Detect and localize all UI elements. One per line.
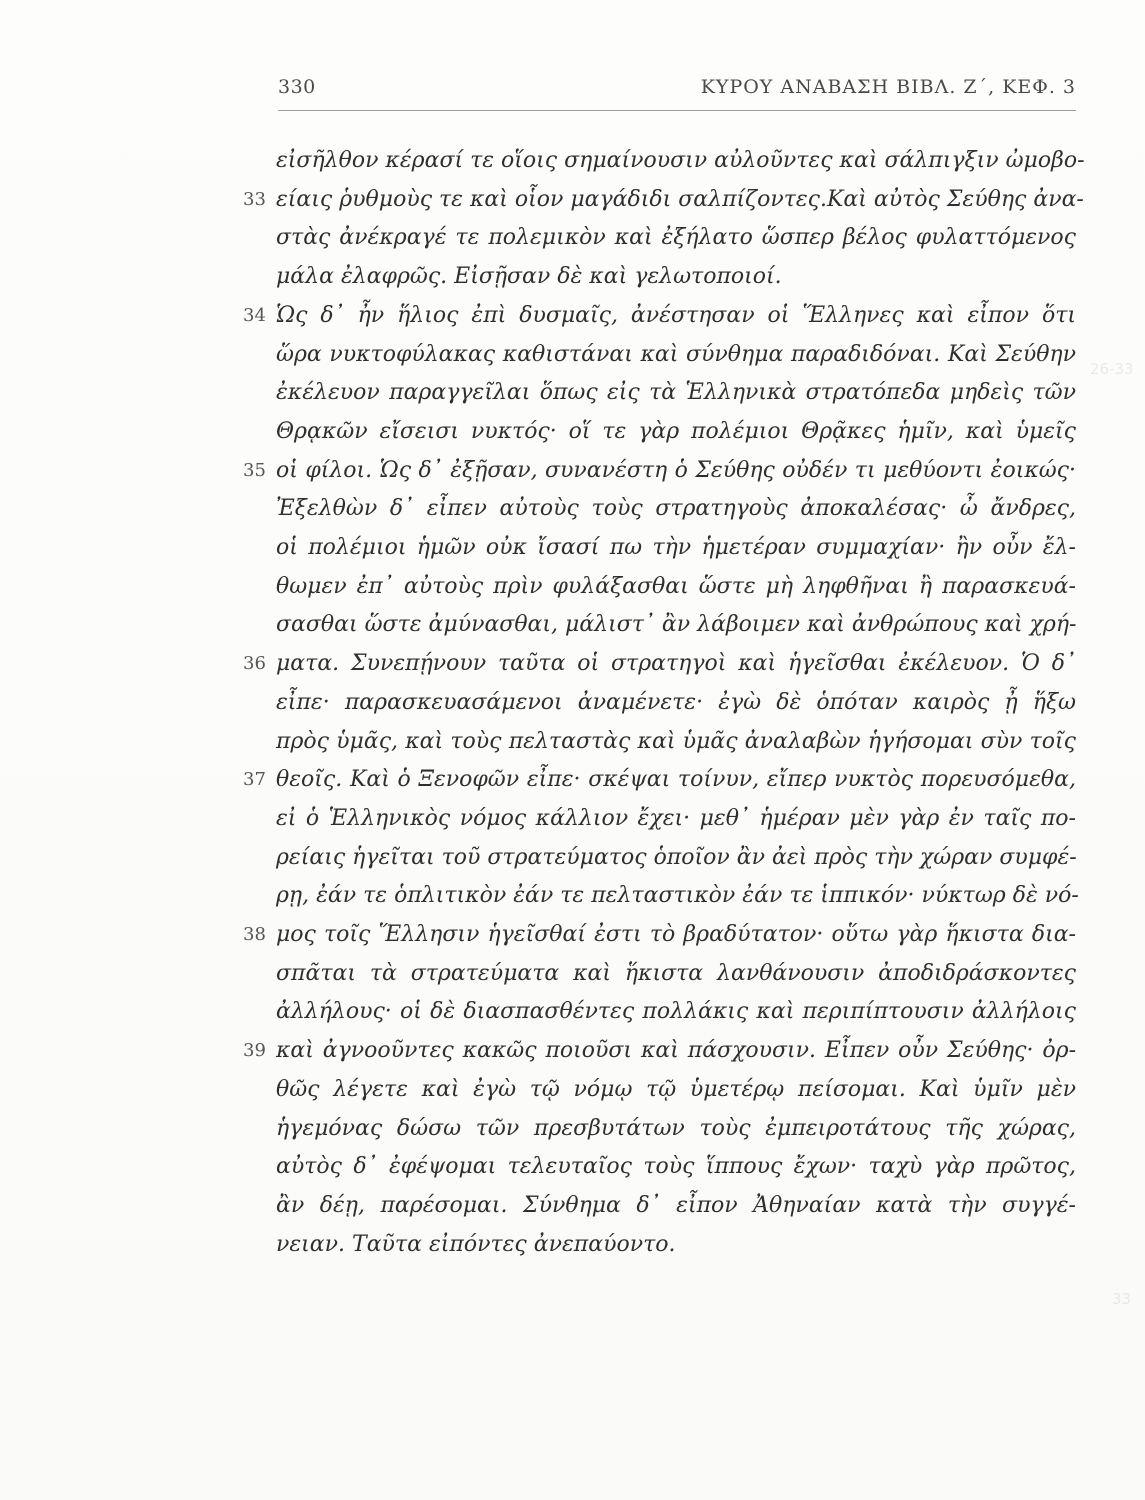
- text-line: αὐτὸς δ᾽ ἐφέψομαι τελευταῖος τοὺς ἵππους ἔχων· ταχὺ γὰρ πρῶτος,: [276, 1154, 1076, 1179]
- section-number: [243, 373, 273, 413]
- show-through-bleed: 26-33: [1090, 360, 1134, 378]
- text-line: εἰ ὁ Ἑλληνικὸς νόμος κάλλιον ἔχει· μεθ᾽ ἡμέραν μὲν γὰρ ἐν ταῖς πο-: [276, 806, 1076, 831]
- text-line: Θρᾳκῶν εἴσεισι νυκτός· οἵ τε γὰρ πολέμιοι Θρᾷκες ἡμῖν, καὶ ὑμεῖς: [276, 419, 1076, 444]
- section-number: [243, 1070, 273, 1110]
- section-number: 39: [243, 1040, 266, 1061]
- text-line: ματα. Συνεπῄνουν ταῦτα οἱ στρατηγοὶ καὶ ἡγεῖσθαι ἐκέλευον. Ὁ δ᾽: [276, 651, 1076, 676]
- text-line: σπᾶται τὰ στρατεύματα καὶ ἥκιστα λανθάνουσιν ἀποδιδράσκοντες: [276, 961, 1076, 986]
- section-number: 34: [243, 305, 266, 326]
- text-line: καὶ ἀγνοοῦντες κακῶς ποιοῦσι καὶ πάσχουσιν. Εἶπεν οὖν Σεύθης· ὀρ-: [276, 1038, 1076, 1063]
- section-number: [243, 141, 273, 181]
- text-line: ἂν δέῃ, παρέσομαι. Σύνθημα δ᾽ εἶπον Ἀθηναίαν κατὰ τὴν συγγέ-: [276, 1193, 1076, 1218]
- section-number: [243, 528, 273, 568]
- section-number: [243, 1225, 273, 1265]
- section-number: [243, 412, 273, 452]
- text-line: Ὡς δ᾽ ἦν ἥλιος ἐπὶ δυσμαῖς, ἀνέστησαν οἱ Ἕλληνες καὶ εἶπον ὅτι: [276, 303, 1076, 328]
- section-number: [243, 1147, 273, 1187]
- text-line: οἱ φίλοι. Ὡς δ᾽ ἐξῇσαν, συνανέστη ὁ Σεύθης οὐδέν τι μεθύοντι ἐοικώς·: [276, 458, 1076, 483]
- text-line: μάλα ἐλαφρῶς. Εἰσῇσαν δὲ καὶ γελωτοποιοί.: [276, 264, 782, 289]
- text-line: ρείαις ἡγεῖται τοῦ στρατεύματος ὁποῖον ἂν ἀεὶ πρὸς τὴν χώραν συμφέ-: [276, 845, 1077, 870]
- section-number: [243, 335, 273, 375]
- text-line: θῶς λέγετε καὶ ἐγὼ τῷ νόμῳ τῷ ὑμετέρῳ πείσομαι. Καὶ ὑμῖν μὲν: [276, 1077, 1076, 1102]
- text-line: Ἐξελθὼν δ᾽ εἶπεν αὐτοὺς τοὺς στρατηγοὺς ἀποκαλέσας· ὦ ἄνδρες,: [276, 496, 1076, 521]
- section-number: [243, 218, 273, 258]
- text-line: ἐκέλευον παραγγεῖλαι ὅπως εἰς τὰ Ἑλληνικὰ στρατόπεδα μηδεὶς τῶν: [276, 380, 1076, 405]
- section-number: [243, 954, 273, 994]
- section-number: 33: [243, 189, 266, 210]
- section-number: [243, 722, 273, 762]
- text-line: εἶπε· παρασκευασάμενοι ἀναμένετε· ἐγὼ δὲ ὁπόταν καιρὸς ᾖ ἥξω: [276, 690, 1076, 715]
- section-number: [243, 489, 273, 529]
- text-line: ἡγεμόνας δώσω τῶν πρεσβυτάτων τοὺς ἐμπειροτάτους τῆς χώρας,: [276, 1116, 1076, 1141]
- text-line: είαις ῥυθμοὺς τε καὶ οἷον μαγάδιδι σαλπίζοντες.Καὶ αὐτὸς Σεύθης ἀνα-: [276, 187, 1084, 212]
- section-number: [243, 605, 273, 645]
- text-line: στὰς ἀνέκραγέ τε πολεμικὸν καὶ ἐξήλατο ὥσπερ βέλος φυλαττόμενος: [276, 225, 1076, 250]
- section-number: [243, 567, 273, 607]
- section-number: [243, 683, 273, 723]
- section-number: 38: [243, 924, 266, 945]
- text-line: θωμεν ἐπ᾽ αὐτοὺς πρὶν φυλάξασθαι ὥστε μὴ ληφθῆναι ἢ παρασκευά-: [276, 574, 1076, 599]
- section-number: [243, 1109, 273, 1149]
- text-line: νειαν. Ταῦτα εἰπόντες ἀνεπαύοντο.: [276, 1232, 676, 1257]
- section-number: [243, 838, 273, 878]
- section-number: [243, 876, 273, 916]
- text-line: οἱ πολέμιοι ἡμῶν οὐκ ἴσασί πω τὴν ἡμετέραν συμμαχίαν· ἢν οὖν ἔλ-: [276, 535, 1076, 560]
- section-number: [243, 799, 273, 839]
- running-head: ΚΥΡΟΥ ΑΝΑΒΑΣΗ ΒΙΒΛ. Ζ΄, ΚΕΦ. 3: [700, 76, 1076, 98]
- page-number: 330: [278, 76, 316, 98]
- text-line: ὥρα νυκτοφύλακας καθιστάναι καὶ σύνθημα παραδιδόναι. Καὶ Σεύθην: [276, 342, 1076, 367]
- show-through-bleed: 33: [1112, 1290, 1132, 1308]
- section-number: [243, 257, 273, 297]
- text-line: ρῃ, ἐάν τε ὁπλιτικὸν ἐάν τε πελταστικὸν ἐάν τε ἱππικόν· νύκτωρ δὲ νό-: [276, 883, 1079, 908]
- text-line: σασθαι ὥστε ἀμύνασθαι, μάλιστ᾽ ἂν λάβοιμεν καὶ ἀνθρώπους καὶ χρή-: [276, 612, 1077, 637]
- text-line: πρὸς ὑμᾶς, καὶ τοὺς πελταστὰς καὶ ὑμᾶς ἀναλαβὼν ἡγήσομαι σὺν τοῖς: [276, 729, 1076, 754]
- text-line: ἀλλήλους· οἱ δὲ διασπασθέντες πολλάκις καὶ περιπίπτουσιν ἀλλήλοις: [276, 999, 1076, 1024]
- section-number: 36: [243, 653, 266, 674]
- section-number: 37: [243, 769, 266, 790]
- text-line: θεοῖς. Καὶ ὁ Ξενοφῶν εἶπε· σκέψαι τοίνυν, εἴπερ νυκτὸς πορευσόμεθα,: [276, 767, 1076, 792]
- text-line: μος τοῖς Ἕλλησιν ἡγεῖσθαί ἐστι τὸ βραδύτατον· οὕτω γὰρ ἥκιστα δια-: [276, 922, 1076, 947]
- section-number: 35: [243, 460, 266, 481]
- section-number: [243, 1186, 273, 1226]
- section-number: [243, 992, 273, 1032]
- text-line: εἰσῆλθον κέρασί τε οἵοις σημαίνουσιν αὐλοῦντες καὶ σάλπιγξιν ὠμοβο-: [276, 148, 1085, 173]
